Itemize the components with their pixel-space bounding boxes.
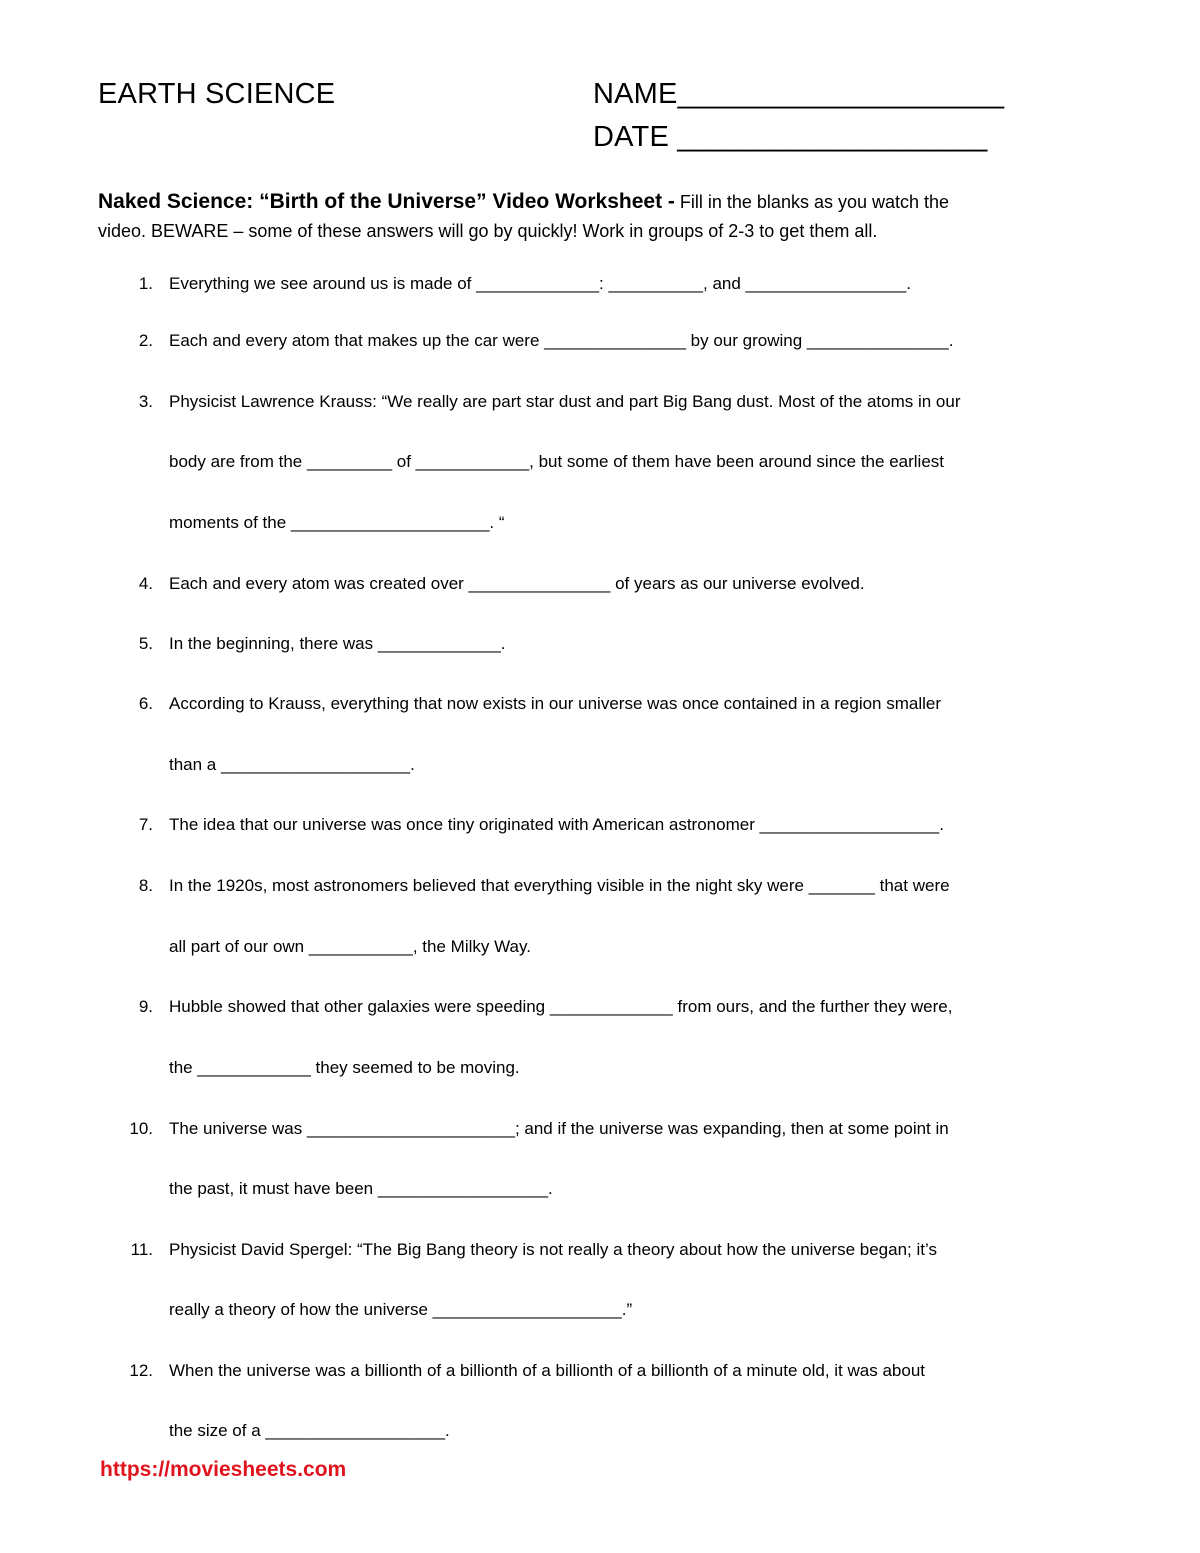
question-5 bbox=[138, 634, 506, 654]
name-field-label: NAME____________________ bbox=[593, 78, 1005, 110]
question-number: 12. bbox=[129, 1361, 153, 1380]
question-4 bbox=[138, 574, 865, 594]
question-2 bbox=[138, 331, 954, 351]
question-number: 11. bbox=[130, 1240, 153, 1259]
question-number: 3. bbox=[138, 392, 153, 411]
question-number: 4. bbox=[138, 574, 153, 593]
question-text: In the 1920s, most astronomers believed that everything visible in the night sky were _______ that were bbox=[169, 876, 950, 895]
worksheet-title: Naked Science: “Birth of the Universe” Video Worksheet - bbox=[98, 190, 675, 213]
question-11-line-2: really a theory of how the universe ____________________.” bbox=[169, 1300, 633, 1319]
question-6-line-2: than a ____________________. bbox=[169, 755, 415, 774]
question-9 bbox=[138, 997, 953, 1017]
question-number: 10. bbox=[129, 1119, 153, 1138]
question-10 bbox=[129, 1119, 949, 1139]
question-text: Physicist Lawrence Krauss: “We really are part star dust and part Big Bang dust. Most of the atoms in our bbox=[169, 392, 961, 411]
question-number: 6. bbox=[138, 694, 153, 713]
subject-heading: EARTH SCIENCE bbox=[98, 78, 336, 110]
question-3-line-2: body are from the _________ of ____________, but some of them have been around since the earliest bbox=[169, 452, 944, 471]
question-11 bbox=[130, 1240, 937, 1260]
question-7 bbox=[138, 815, 944, 835]
question-12-line-2: the size of a ___________________. bbox=[169, 1421, 450, 1440]
question-text: The idea that our universe was once tiny originated with American astronomer ___________________. bbox=[169, 815, 944, 834]
question-10-line-2: the past, it must have been __________________. bbox=[169, 1179, 553, 1198]
question-9-line-2: the ____________ they seemed to be moving. bbox=[169, 1058, 520, 1077]
question-6 bbox=[138, 694, 942, 714]
question-text: Everything we see around us is made of _____________: __________, and _________________. bbox=[169, 274, 911, 293]
question-text: Physicist David Spergel: “The Big Bang theory is not really a theory about how the universe began; it’s bbox=[169, 1240, 937, 1259]
question-number: 8. bbox=[138, 876, 153, 895]
question-3-line-3: moments of the _____________________. “ bbox=[169, 513, 505, 532]
question-text: Each and every atom was created over _______________ of years as our universe evolved. bbox=[169, 574, 865, 593]
question-text: According to Krauss, everything that now exists in our universe was once contained in a region smaller bbox=[169, 694, 942, 713]
question-number: 2. bbox=[138, 331, 153, 350]
question-3 bbox=[138, 392, 961, 412]
question-text: The universe was ______________________; and if the universe was expanding, then at some point in bbox=[169, 1119, 949, 1138]
worksheet-instructions-2: video. BEWARE – some of these answers will go by quickly! Work in groups of 2-3 to get them all. bbox=[98, 221, 878, 241]
question-12 bbox=[129, 1361, 926, 1381]
question-text: When the universe was a billionth of a billionth of a billionth of a billionth of a minute old, it was about bbox=[169, 1361, 926, 1380]
question-number: 5. bbox=[138, 634, 153, 653]
date-field-label: DATE ___________________ bbox=[593, 121, 988, 153]
website-link[interactable]: https://moviesheets.com bbox=[100, 1458, 347, 1481]
question-8 bbox=[138, 876, 950, 896]
question-number: 1. bbox=[138, 274, 153, 293]
worksheet-intro bbox=[98, 190, 949, 214]
worksheet-instructions-1: Fill in the blanks as you watch the bbox=[674, 192, 950, 212]
question-text: In the beginning, there was _____________. bbox=[169, 634, 506, 653]
question-1 bbox=[138, 274, 911, 294]
question-8-line-2: all part of our own ___________, the Milky Way. bbox=[169, 937, 531, 956]
question-text: Hubble showed that other galaxies were speeding _____________ from ours, and the further they were, bbox=[169, 997, 953, 1016]
question-number: 9. bbox=[138, 997, 153, 1016]
question-text: Each and every atom that makes up the car were _______________ by our growing _______________. bbox=[169, 331, 954, 350]
question-number: 7. bbox=[138, 815, 153, 834]
